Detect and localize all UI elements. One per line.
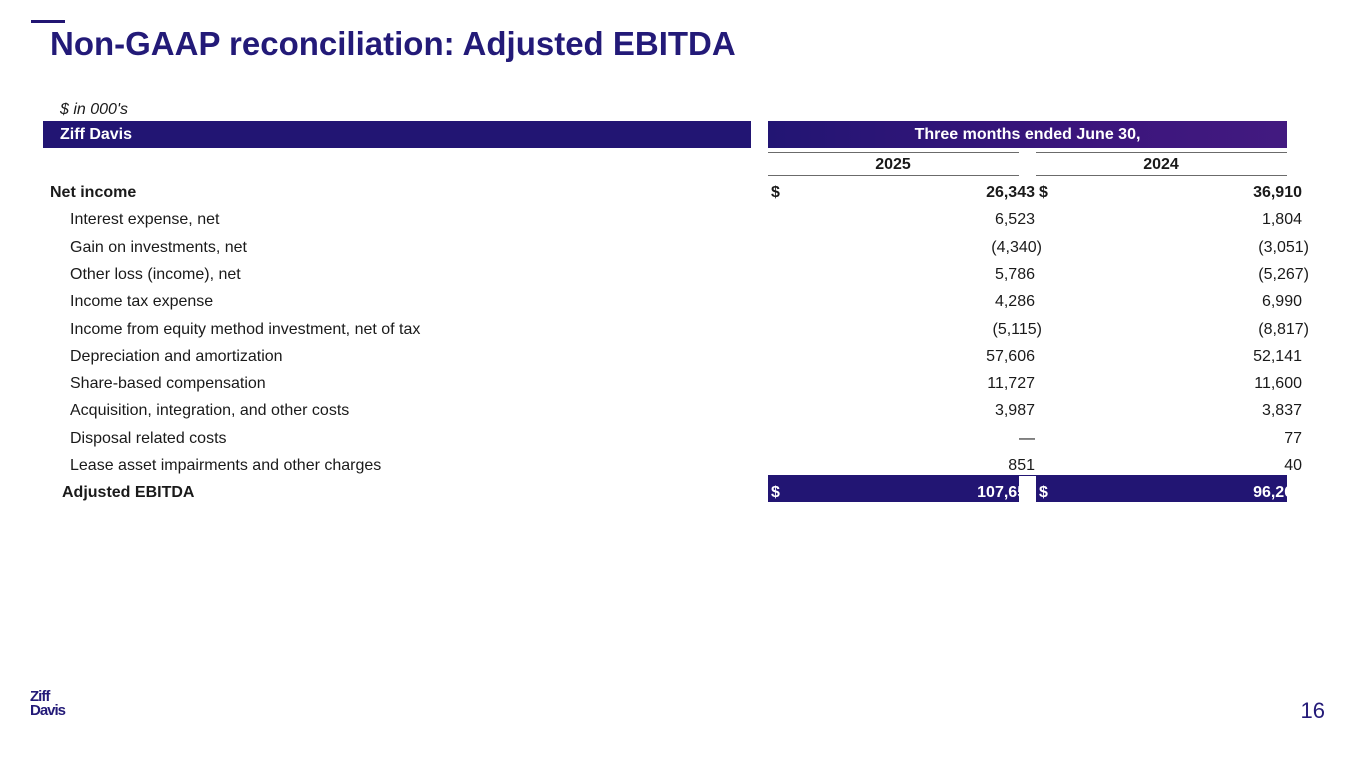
adjustment-value-2025: 4,286	[994, 293, 1035, 311]
adjustment-label: Other loss (income), net	[70, 265, 241, 283]
adjustment-row	[0, 206, 1365, 233]
total-row	[0, 479, 1365, 506]
column-header-2025: 2025	[875, 156, 911, 173]
company-header: Ziff Davis	[43, 121, 751, 148]
net-income-value-2025: 26,343	[986, 184, 1035, 201]
adjustment-value-2024: 6,990	[1261, 293, 1302, 311]
adjustment-value-2024: (8,817)	[1258, 320, 1309, 338]
net-income-label: Net income	[50, 184, 137, 201]
adjustment-label: Depreciation and amortization	[70, 347, 283, 365]
adjustment-value-2024: (3,051)	[1258, 238, 1309, 256]
adjustment-value-2025: 6,523	[994, 211, 1035, 229]
slide-title: Non-GAAP reconciliation: Adjusted EBITDA	[50, 25, 736, 62]
total-currency-2025: $	[771, 484, 780, 501]
adjustment-label: Acquisition, integration, and other costs	[70, 402, 350, 420]
column-rule-2025-bottom	[768, 175, 1019, 176]
adjustment-value-2025: 11,727	[987, 375, 1035, 393]
adjustment-label: Lease asset impairments and other charges	[70, 457, 382, 474]
adjustment-value-2025: (4,340)	[991, 238, 1042, 256]
adjustment-label: Income tax expense	[70, 293, 214, 311]
net-income-value-2024: 36,910	[1253, 184, 1302, 201]
adjustment-value-2024: 40	[1284, 457, 1302, 474]
adjustment-value-2024: (5,267)	[1258, 265, 1309, 283]
page-number: 16	[1300, 698, 1325, 723]
total-value-2025: 107,654	[977, 484, 1035, 501]
adjustment-value-2025: 57,606	[986, 347, 1035, 365]
adjustment-value-2025: (5,115)	[992, 320, 1042, 338]
adjustment-row	[0, 425, 1365, 452]
adjustment-label: Gain on investments, net	[70, 238, 247, 256]
adjustment-row	[0, 288, 1365, 315]
net-income-currency-2025: $	[771, 184, 780, 201]
adjustment-label: Share-based compensation	[70, 375, 266, 393]
logo-line2: Davis	[30, 702, 66, 719]
adjustment-value-2025: 3,987	[994, 402, 1035, 420]
total-currency-2024: $	[1039, 484, 1048, 501]
adjustment-value-2024: 77	[1284, 429, 1302, 447]
title-accent-bar	[31, 20, 65, 23]
column-rule-2025-top	[768, 152, 1019, 153]
period-header: Three months ended June 30,	[768, 121, 1287, 148]
net-income-row	[0, 179, 1365, 206]
column-rule-2024-top	[1036, 152, 1287, 153]
ziff-davis-logo	[30, 690, 78, 720]
adjustment-value-2025: 5,786	[994, 265, 1035, 283]
total-value-2024: 96,264	[1253, 484, 1302, 501]
total-label: Adjusted EBITDA	[62, 484, 195, 501]
column-header-2024: 2024	[1143, 156, 1179, 173]
adjustment-row	[0, 261, 1365, 288]
adjustment-row	[0, 370, 1365, 397]
adjustment-row	[0, 343, 1365, 370]
adjustment-row	[0, 234, 1365, 261]
adjustment-label: Disposal related costs	[70, 429, 227, 447]
adjustment-value-2025: 851	[1008, 457, 1035, 474]
net-income-currency-2024: $	[1039, 184, 1048, 201]
adjustment-value-2024: 11,600	[1254, 375, 1302, 393]
adjustment-value-2024: 1,804	[1261, 211, 1302, 229]
adjustment-label: Income from equity method investment, net of tax	[70, 320, 421, 338]
adjustment-row	[0, 316, 1365, 343]
adjustment-value-2025: —	[1019, 429, 1035, 447]
logo-line1: Ziff	[30, 688, 50, 705]
column-rule-2024-bottom	[1036, 175, 1287, 176]
units-note: $ in 000's	[60, 101, 128, 118]
adjustment-value-2024: 3,837	[1261, 402, 1302, 420]
adjustment-label: Interest expense, net	[70, 211, 220, 229]
adjustment-value-2024: 52,141	[1253, 347, 1302, 365]
adjustment-row	[0, 397, 1365, 424]
